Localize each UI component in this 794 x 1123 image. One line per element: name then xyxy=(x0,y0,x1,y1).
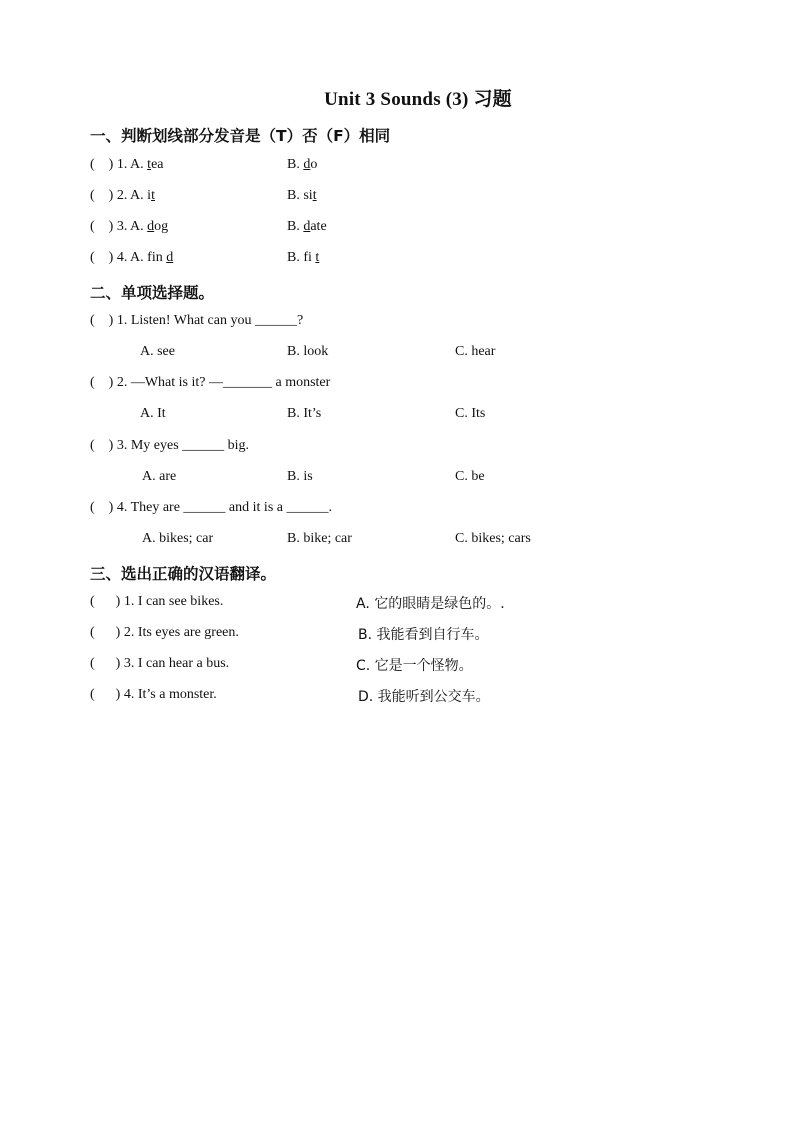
answer-paren-open: ( xyxy=(90,625,116,640)
underlined-letter: t xyxy=(147,157,152,172)
s2-question-2: ( ) 2. —What is it? —_______ a monster xyxy=(90,375,331,390)
answer-paren-open: ( xyxy=(90,594,116,609)
s2-q3-option-c: C. be xyxy=(455,469,485,484)
s3-question-3: ( ) 3. I can hear a bus. xyxy=(90,656,230,671)
underlined-letter: d xyxy=(303,219,311,234)
s2-question-1: ( ) 1. Listen! What can you ______? xyxy=(90,313,304,328)
s2-question-4: ( ) 4. They are ______ and it is a ______. xyxy=(90,500,332,515)
s2-q3-option-b: B. is xyxy=(287,469,313,484)
underlined-letter: d xyxy=(303,157,311,172)
section-3-heading: 三、选出正确的汉语翻译。 xyxy=(90,565,277,583)
s3-question-4: ( ) 4. It’s a monster. xyxy=(90,687,217,702)
s1-question-4: ( ) 4. A. fin d xyxy=(90,250,174,265)
s3-option-b: B. 我能看到自行车。 xyxy=(358,627,489,643)
s1-option-b-4: B. fi t xyxy=(287,250,320,265)
answer-paren-open: ( xyxy=(90,375,109,390)
s3-option-c: C. 它是一个怪物。 xyxy=(356,658,473,674)
s2-q1-option-b: B. look xyxy=(287,344,329,359)
section-1-heading: 一、判断划线部分发音是（T）否（F）相同 xyxy=(90,127,391,145)
page-title: Unit 3 Sounds (3) 习题 xyxy=(324,89,512,110)
underlined-letter: t xyxy=(151,188,155,203)
underlined-letter: t xyxy=(315,250,320,265)
s1-question-1: ( ) 1. A. tea xyxy=(90,157,164,172)
s3-option-d: D. 我能听到公交车。 xyxy=(358,689,490,705)
underlined-letter: d xyxy=(166,250,174,265)
answer-paren-open: ( xyxy=(90,250,109,265)
underlined-letter: t xyxy=(312,188,317,203)
s2-q4-option-c: C. bikes; cars xyxy=(455,531,531,546)
answer-paren-open: ( xyxy=(90,157,109,172)
answer-paren-open: ( xyxy=(90,313,109,328)
answer-paren-open: ( xyxy=(90,656,116,671)
answer-paren-open: ( xyxy=(90,219,109,234)
s2-q4-option-a: A. bikes; car xyxy=(142,531,214,546)
s1-option-b-1: B. do xyxy=(287,157,318,172)
s1-option-b-2: B. sit xyxy=(287,188,317,203)
underlined-letter: d xyxy=(147,219,155,234)
s3-question-1: ( ) 1. I can see bikes. xyxy=(90,594,224,609)
section-2-heading: 二、单项选择题。 xyxy=(90,284,215,302)
answer-paren-open: ( xyxy=(90,500,109,515)
s1-option-b-3: B. date xyxy=(287,219,327,234)
s2-q2-option-c: C. Its xyxy=(455,406,486,421)
s2-q4-option-b: B. bike; car xyxy=(287,531,352,546)
s2-question-3: ( ) 3. My eyes ______ big. xyxy=(90,438,250,453)
s2-q3-option-a: A. are xyxy=(142,469,177,484)
answer-paren-open: ( xyxy=(90,188,109,203)
s1-question-2: ( ) 2. A. it xyxy=(90,188,155,203)
s2-q2-option-b: B. It’s xyxy=(287,406,322,421)
s3-option-a: A. 它的眼睛是绿色的。. xyxy=(356,596,505,612)
s2-q2-option-a: A. It xyxy=(140,406,166,421)
s2-q1-option-a: A. see xyxy=(140,344,175,359)
answer-paren-open: ( xyxy=(90,438,109,453)
s1-question-3: ( ) 3. A. dog xyxy=(90,219,169,234)
s2-q1-option-c: C. hear xyxy=(455,344,496,359)
answer-paren-open: ( xyxy=(90,687,116,702)
s3-question-2: ( ) 2. Its eyes are green. xyxy=(90,625,239,640)
